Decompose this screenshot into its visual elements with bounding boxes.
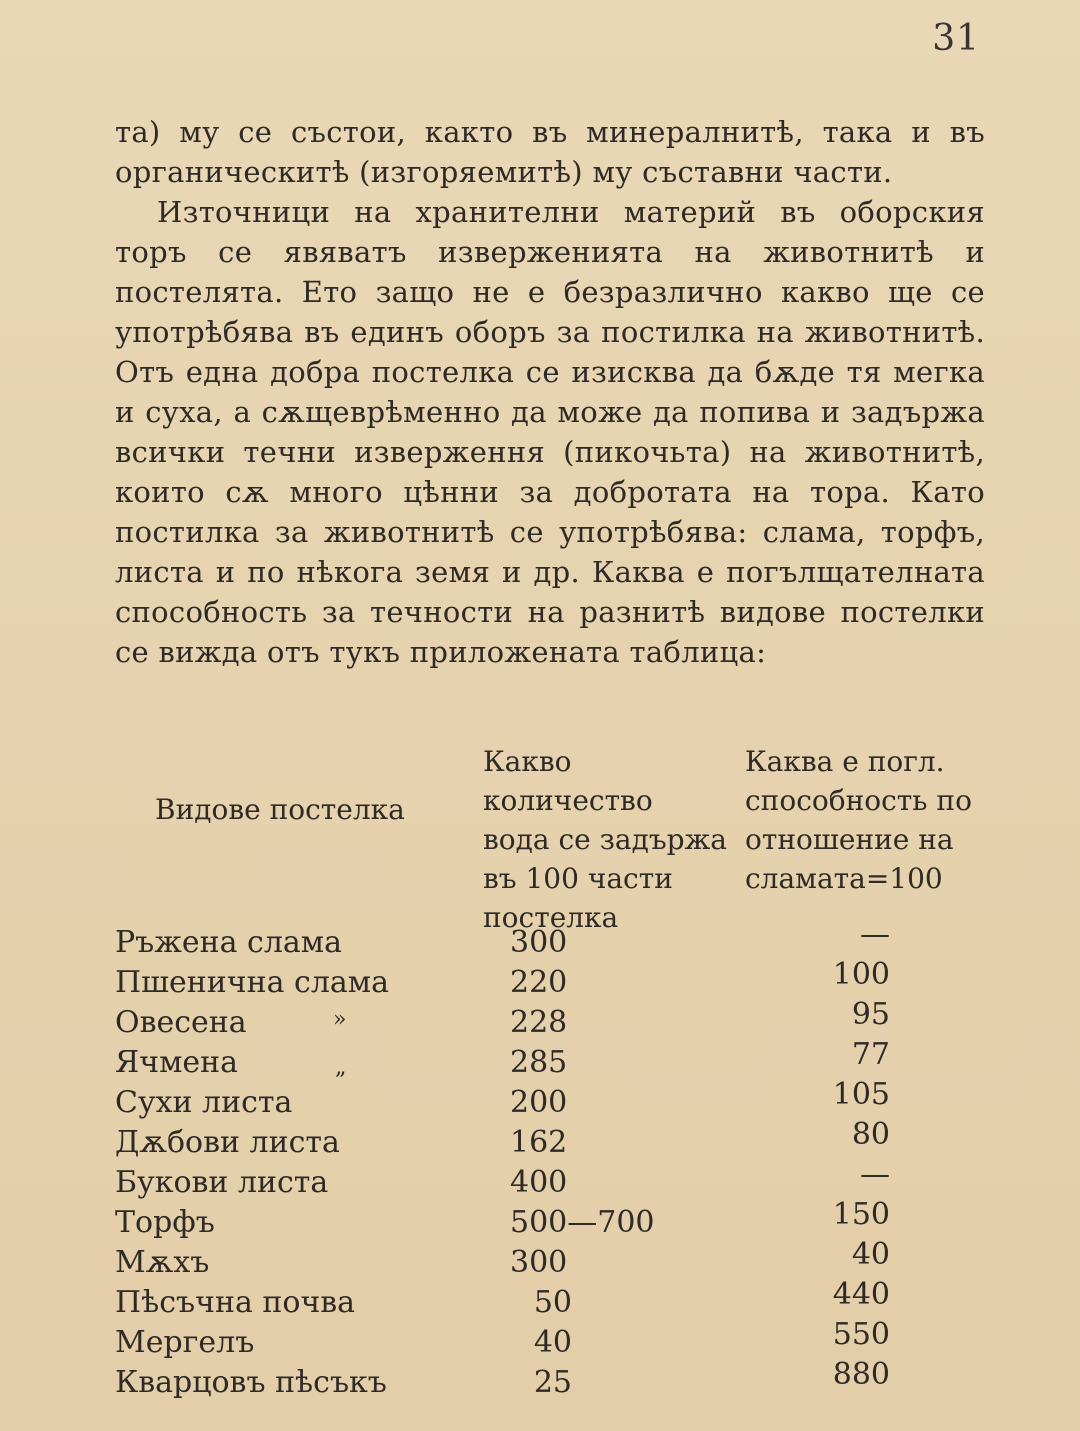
header-bedding-type: Видове постелка (155, 793, 405, 826)
ditto-mark: » (333, 1007, 347, 1032)
ditto-mark: „ (335, 1055, 347, 1080)
ratio-value: 880 (832, 1357, 890, 1392)
ratio-value: 550 (832, 1317, 890, 1352)
bedding-name: Пшенична слама (115, 965, 390, 1000)
ratio-value: 77 (851, 1037, 890, 1072)
ratio-value: 440 (832, 1277, 890, 1312)
body-text (115, 112, 985, 672)
ratio-value: 95 (851, 997, 890, 1032)
ratio-value: 105 (832, 1077, 890, 1112)
ratio-value: 40 (851, 1237, 890, 1272)
water-value: 285 (510, 1045, 568, 1080)
water-value: 200 (510, 1085, 568, 1120)
water-value: 50 (533, 1285, 572, 1320)
water-value: 300 (510, 1245, 568, 1280)
table-row (115, 1357, 985, 1405)
ratio-value: 100 (832, 957, 890, 992)
table-header (115, 742, 985, 934)
water-value: 400 (510, 1165, 568, 1200)
bedding-name: Мѫхъ (115, 1245, 210, 1280)
page-number: 31 (932, 18, 980, 59)
water-value: 40 (533, 1325, 572, 1360)
header-water-retained: Какво количество вода се задържа въ 100 части постелка (483, 745, 728, 934)
bedding-name: Сухи листа (115, 1085, 293, 1120)
water-value: 228 (510, 1005, 568, 1040)
water-value: 220 (510, 965, 568, 1000)
bedding-name: Букови листа (115, 1165, 329, 1200)
bedding-name: Овесена (115, 1005, 247, 1040)
bedding-name: Торфъ (115, 1205, 215, 1240)
ratio-value: — (860, 1157, 890, 1192)
bedding-name: Дѫбови листа (115, 1125, 340, 1160)
bedding-name: Ячмена (115, 1045, 239, 1080)
water-value: 500—700 (510, 1205, 655, 1240)
bedding-name: Пѣсъчна почва (115, 1285, 356, 1320)
bedding-table (115, 917, 985, 1405)
table-row (115, 1117, 985, 1165)
water-value: 25 (533, 1365, 572, 1400)
header-absorption-ratio: Каква е погл. способность по отношение на сламата=100 (745, 745, 972, 895)
paragraph-continuation: та) му се състои, както въ минералнитѣ, така и въ органическитѣ (изгоряемитѣ) му съставни части. (115, 115, 985, 189)
bedding-name: Ръжена слама (115, 925, 343, 960)
bedding-name: Мергелъ (115, 1325, 255, 1360)
paragraph-main: Източници на хранителни материй въ оборския торъ се явяватъ изверженията на животнитѣ и постелята. Ето защо не е безразлично какво ще се употрѣбява въ единъ оборъ за постилка на животнитѣ. Отъ една добра постелка се изисква да бѫде тя мегка и суха, а сѫщеврѣменно да може да попива и задържа всички течни изверження (пикочьта) на животнитѣ, които сѫ много цѣнни за добротата на тора. Като постилка за животнитѣ се употрѣбява: слама, торфъ, листа и по нѣкога земя и др. Каква е погълщателната способность за течности на разнитѣ видове постелки се вижда отъ тукъ приложената таблица: (115, 195, 985, 669)
ratio-value: — (860, 917, 890, 952)
bedding-name: Кварцовъ пѣсъкъ (115, 1365, 387, 1400)
water-value: 162 (510, 1125, 568, 1160)
ratio-value: 80 (851, 1117, 890, 1152)
ratio-value: 150 (832, 1197, 890, 1232)
water-value: 300 (510, 925, 568, 960)
